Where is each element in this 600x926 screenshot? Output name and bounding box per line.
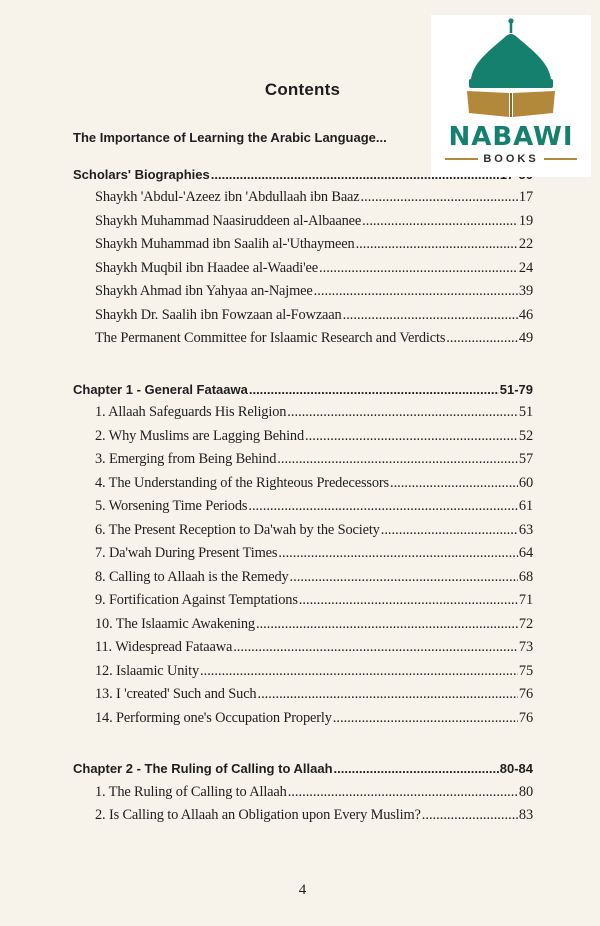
toc-entry-label: 8. Calling to Allaah is the Remedy [95, 568, 289, 585]
toc-entry-page: 63 [518, 521, 533, 538]
toc-entry [73, 804, 533, 828]
toc-entry [73, 186, 533, 210]
toc-section-label: Chapter 1 - General Fataawa [73, 381, 248, 397]
toc-entry-label: Shaykh Muqbil ibn Haadee al-Waadi'ee [95, 259, 319, 276]
logo-name: NABAWI [448, 122, 574, 152]
toc-section-label: The Importance of Learning the Arabic Language... [73, 130, 387, 145]
toc-entry-page: 60 [518, 474, 533, 491]
toc-entry-label: 3. Emerging from Being Behind [95, 451, 277, 467]
leader-dots [361, 186, 518, 210]
toc-entry-page: 57 [518, 451, 533, 467]
toc-entry-page: 46 [518, 306, 533, 323]
toc-entry-label: Shaykh 'Abdul-'Azeez ibn 'Abdullaah ibn Baaz [95, 189, 360, 205]
toc-entry-label: 6. The Present Reception to Da'wah by the Society [95, 521, 380, 538]
toc-entry-label: Shaykh Ahmad ibn Yahyaa an-Najmee [95, 283, 313, 299]
toc-entry-page: 71 [518, 592, 533, 608]
leader-dots [277, 448, 518, 472]
toc-entry-label: 1. The Ruling of Calling to Allaah [95, 783, 287, 800]
toc-entry [73, 542, 533, 566]
toc-entry [73, 660, 533, 684]
page-number: 4 [298, 882, 307, 898]
mosque-dome-book-icon [431, 15, 591, 125]
toc-entry-page: 72 [518, 615, 533, 632]
leader-dots [256, 613, 518, 637]
toc-entry [73, 683, 533, 707]
toc-entry-page: 22 [518, 236, 533, 252]
toc-entry [73, 425, 533, 449]
toc-entry [73, 566, 533, 590]
toc-section-chapter-2 [73, 757, 533, 781]
nabawi-books-logo [431, 15, 591, 177]
toc-entry-page: 19 [518, 212, 533, 229]
toc-entry [73, 472, 533, 496]
logo-rule-right [544, 158, 577, 160]
toc-section-pages: 80-84 [499, 761, 533, 776]
toc-entry-label: 1. Allaah Safeguards His Religion [95, 404, 287, 420]
logo-rule-left [445, 158, 478, 160]
toc-entry-label: 14. Performing one's Occupation Properly [95, 709, 332, 726]
toc-entry-page: 76 [518, 709, 533, 726]
leader-dots [287, 401, 518, 425]
toc-section-label: Scholars' Biographies [73, 166, 210, 182]
toc-entry-page: 61 [518, 498, 533, 514]
toc-entry [73, 589, 533, 613]
toc-entry-label: 12. Islaamic Unity [95, 662, 200, 679]
leader-dots [290, 566, 518, 590]
toc-entry [73, 495, 533, 519]
leader-dots [390, 472, 518, 496]
toc-entry [73, 636, 533, 660]
leader-dots [422, 804, 518, 828]
leader-dots [200, 660, 518, 684]
toc-entry-label: 2. Why Muslims are Lagging Behind [95, 427, 305, 444]
toc-entry-label: 7. Da'wah During Present Times [95, 545, 278, 561]
toc-entry [73, 233, 533, 257]
toc-entry-label: 11. Widespread Fataawa [95, 639, 233, 655]
leader-dots [233, 636, 518, 660]
toc-entry [73, 707, 533, 731]
toc-entry-label: Shaykh Muhammad Naasiruddeen al-Albaanee [95, 212, 362, 229]
leader-dots [257, 683, 517, 707]
toc-entry-label: Shaykh Dr. Saalih ibn Fowzaan al-Fowzaan [95, 306, 342, 323]
toc-entry-page: 51 [518, 404, 533, 420]
toc-entry-label: 9. Fortification Against Temptations [95, 592, 298, 608]
toc-entry-label: Shaykh Muhammad ibn Saalih al-'Uthaymeen [95, 236, 355, 252]
leader-dots [305, 425, 518, 449]
logo-subtitle: BOOKS [483, 153, 539, 165]
leader-dots [249, 378, 499, 402]
toc-entry [73, 519, 533, 543]
toc-section-pages: 51-79 [499, 381, 533, 397]
leader-dots [314, 280, 518, 304]
toc-entry-page: 49 [518, 330, 533, 346]
toc-entry [73, 280, 533, 304]
toc-entry-page: 73 [518, 639, 533, 655]
leader-dots [319, 257, 518, 281]
toc-entry-page: 39 [518, 283, 533, 299]
logo-subtitle-row [445, 153, 577, 165]
toc-entry [73, 448, 533, 472]
leader-dots [334, 757, 499, 781]
leader-dots [362, 210, 518, 234]
leader-dots [299, 589, 518, 613]
toc-entry-page: 64 [518, 545, 533, 561]
toc-entry [73, 210, 533, 234]
toc-entry [73, 257, 533, 281]
toc-entry-page: 24 [518, 259, 533, 276]
toc-entry-page: 68 [518, 568, 533, 585]
leader-dots [343, 304, 518, 328]
leader-dots [248, 495, 518, 519]
toc-entry-label: The Permanent Committee for Islaamic Research and Verdicts [95, 330, 446, 346]
leader-dots [278, 542, 518, 566]
toc-entry-page: 80 [518, 783, 533, 800]
toc-entry-page: 83 [518, 807, 533, 823]
toc-entry-label: 13. I 'created' Such and Such [95, 686, 257, 702]
toc-entry [73, 327, 533, 351]
toc-entry [73, 401, 533, 425]
toc-entry-label: 4. The Understanding of the Righteous Predecessors [95, 474, 389, 491]
toc-entry-page: 17 [518, 189, 533, 205]
toc-entry [73, 304, 533, 328]
toc-entry-page: 75 [518, 662, 533, 679]
leader-dots [288, 781, 518, 805]
toc-section-label: Chapter 2 - The Ruling of Calling to Allaah [73, 761, 333, 776]
toc-entry-label: 10. The Islaamic Awakening [95, 615, 255, 632]
leader-dots [381, 519, 518, 543]
toc-entry-page: 76 [518, 686, 533, 702]
leader-dots [446, 327, 518, 351]
toc-entry-page: 52 [518, 427, 533, 444]
toc-entry-label: 5. Worsening Time Periods [95, 498, 248, 514]
toc-section-chapter-1 [73, 378, 533, 402]
table-of-contents [73, 126, 533, 828]
toc-entry-label: 2. Is Calling to Allaah an Obligation upon Every Muslim? [95, 807, 421, 823]
page-title: Contents [264, 80, 341, 99]
toc-entry [73, 781, 533, 805]
leader-dots [356, 233, 518, 257]
toc-entry [73, 613, 533, 637]
leader-dots [333, 707, 518, 731]
